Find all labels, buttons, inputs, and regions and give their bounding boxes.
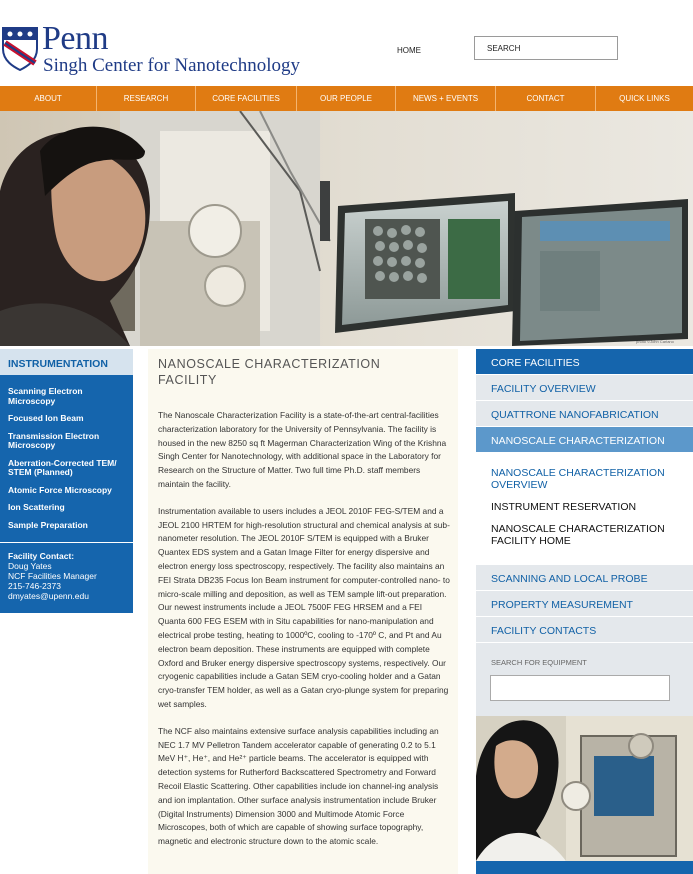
contact-name: Doug Yates — [8, 561, 52, 571]
site-header — [0, 0, 693, 86]
nav-contact[interactable]: CONTACT — [496, 86, 596, 111]
menu-scanning-local-probe[interactable]: SCANNING AND LOCAL PROBE — [476, 565, 693, 591]
core-facilities-heading[interactable]: CORE FACILITIES — [476, 349, 693, 375]
nav-about[interactable]: ABOUT — [0, 86, 97, 111]
main-nav — [0, 86, 693, 111]
paragraph-surface-analysis: The NCF also maintains extensive surface analysis capabilities including an NEC 1.7 MV Pelletron Tandem accelerator capable of generating 0.2 to 5.1 MeV H⁺, He⁺, and He²⁺ particle beams. The accelerator is equipped with detection systems for Rutherford Backscattered Spectrometry and Forward Recoil Elastic Scattering. Other capabilities include ion channel-ing analysis and ion implantation. Other surface analysis instrumentation include Bruker (Digital Instruments) Dimension 3000 and Multimode Atomic Force Microscopes, both of which are capable of showing surface topography, magnetic and electronic structure down to the atomic scale. — [158, 725, 439, 847]
nav-news-events[interactable]: NEWS + EVENTS — [396, 86, 496, 111]
submenu-instrument-reservation[interactable]: INSTRUMENT RESERVATION — [491, 501, 637, 513]
contact-heading: Facility Contact: — [8, 551, 75, 561]
menu-property-measurement[interactable]: PROPERTY MEASUREMENT — [476, 591, 693, 617]
sidebar-item-ion-scattering[interactable]: Ion Scattering — [8, 502, 65, 512]
home-link[interactable]: HOME — [397, 46, 421, 55]
photo-credit: photo ©John Carlano — [636, 339, 674, 344]
nav-our-people[interactable]: OUR PEOPLE — [297, 86, 396, 111]
logo-title[interactable]: Penn — [42, 20, 108, 57]
nanoscale-submenu — [476, 453, 693, 565]
equipment-search-input[interactable] — [490, 675, 670, 701]
paragraph-intro: The Nanoscale Characterization Facility is a state-of-the-art central-facilities characterization laboratory for the University of Pennsylvania. The facility is housed in the new 8250 sq ft Magerman Characterization Wing of the Krishna Singh Center for Nanotechnology, with additional space in the Laboratory for Research on the Structure of Matter. Two full time Ph.D. staff members maintain the facility. — [158, 410, 447, 489]
hero-image — [0, 111, 693, 346]
menu-nanoscale-characterization[interactable]: NANOSCALE CHARACTERIZATION — [476, 427, 693, 453]
sidebar-item-afm[interactable]: Atomic Force Microscopy — [8, 484, 112, 495]
penn-shield-icon[interactable] — [2, 27, 38, 71]
menu-facility-contacts[interactable]: FACILITY CONTACTS — [476, 617, 693, 643]
paragraph-instrumentation: Instrumentation available to users includes a JEOL 2010F FEG-S/TEM and a JEOL 2100 HRTEM for high-resolution structural and chemical analysis at sub-nanometer resolution. The JEOL 2010F S/TEM is equipped with a Bruker Quantex EDS system and a Gatan Image Filter for energy dispersive and electron energy loss spectroscopy, respectively. The facility also maintains an FEI Strata DB235 Focus Ion Beam instrument for computer-controlled nano- to micro-scale milling and deposition, as well as TEM sample lift-out preparation. Our newest instruments include a JEOL 7500F FEG HRSEM and a FEI Quanta 600 FEG ESEM with in Situ capabilities for nano-manipulation and electrical probe testing, heating to 1000ºC, cooling to -170º C, and Pt and Au electron beam deposition. These instruments are equipped with complete Oxford and Bruker energy dispersive spectroscopy systems, respectively. Our cryogenic capabilities include a Gatan SEM cryo-cooling holder and a Gatan cryo-transfer TEM holder, as well as a Gatan cryo-plunge system for preparing wet samples. — [158, 505, 450, 709]
contact-phone: 215-746-2373 — [8, 581, 61, 591]
researcher-photo — [476, 716, 693, 861]
nav-core-facilities[interactable]: CORE FACILITIES — [196, 86, 297, 111]
menu-quattrone[interactable]: QUATTRONE NANOFABRICATION — [476, 401, 693, 427]
sidebar-item-fib[interactable]: Focused Ion Beam — [8, 413, 84, 423]
article-body — [158, 409, 450, 862]
menu-facility-overview[interactable]: FACILITY OVERVIEW — [476, 375, 693, 401]
sidebar-item-stem[interactable]: Aberration-Corrected TEM/ STEM (Planned) — [8, 457, 117, 477]
equipment-search-label: SEARCH FOR EQUIPMENT — [476, 643, 693, 675]
contact-email[interactable]: dmyates@upenn.edu — [8, 591, 89, 601]
contact-role: NCF Facilities Manager — [8, 571, 97, 581]
core-facilities-sidebar — [476, 349, 693, 874]
sidebar-item-sem[interactable]: Scanning Electron Microscopy — [8, 386, 83, 406]
instrumentation-list — [0, 375, 133, 542]
nav-research[interactable]: RESEARCH — [97, 86, 196, 111]
submenu-overview[interactable]: NANOSCALE CHARACTERIZATION OVERVIEW — [491, 467, 665, 491]
main-content — [148, 349, 458, 874]
sidebar-item-sample-prep[interactable]: Sample Preparation — [8, 519, 88, 530]
equipment-search-wrap — [476, 675, 693, 721]
sidebar-footer-bar — [476, 861, 693, 874]
sidebar-item-tem[interactable]: Transmission Electron Microscopy — [8, 430, 100, 450]
lab-photo — [0, 111, 693, 346]
search-input[interactable]: SEARCH — [474, 36, 618, 60]
instrumentation-heading: INSTRUMENTATION — [0, 349, 133, 375]
page-title: NANOSCALE CHARACTERIZATION FACILITY — [158, 357, 381, 387]
sidebar-photo — [476, 716, 693, 861]
submenu-facility-home[interactable]: NANOSCALE CHARACTERIZATION FACILITY HOME — [491, 523, 665, 547]
logo-subtitle[interactable]: Singh Center for Nanotechnology — [43, 55, 300, 76]
facility-contact — [0, 542, 133, 613]
nav-quick-links[interactable]: QUICK LINKS — [619, 94, 670, 103]
instrumentation-sidebar — [0, 349, 133, 613]
